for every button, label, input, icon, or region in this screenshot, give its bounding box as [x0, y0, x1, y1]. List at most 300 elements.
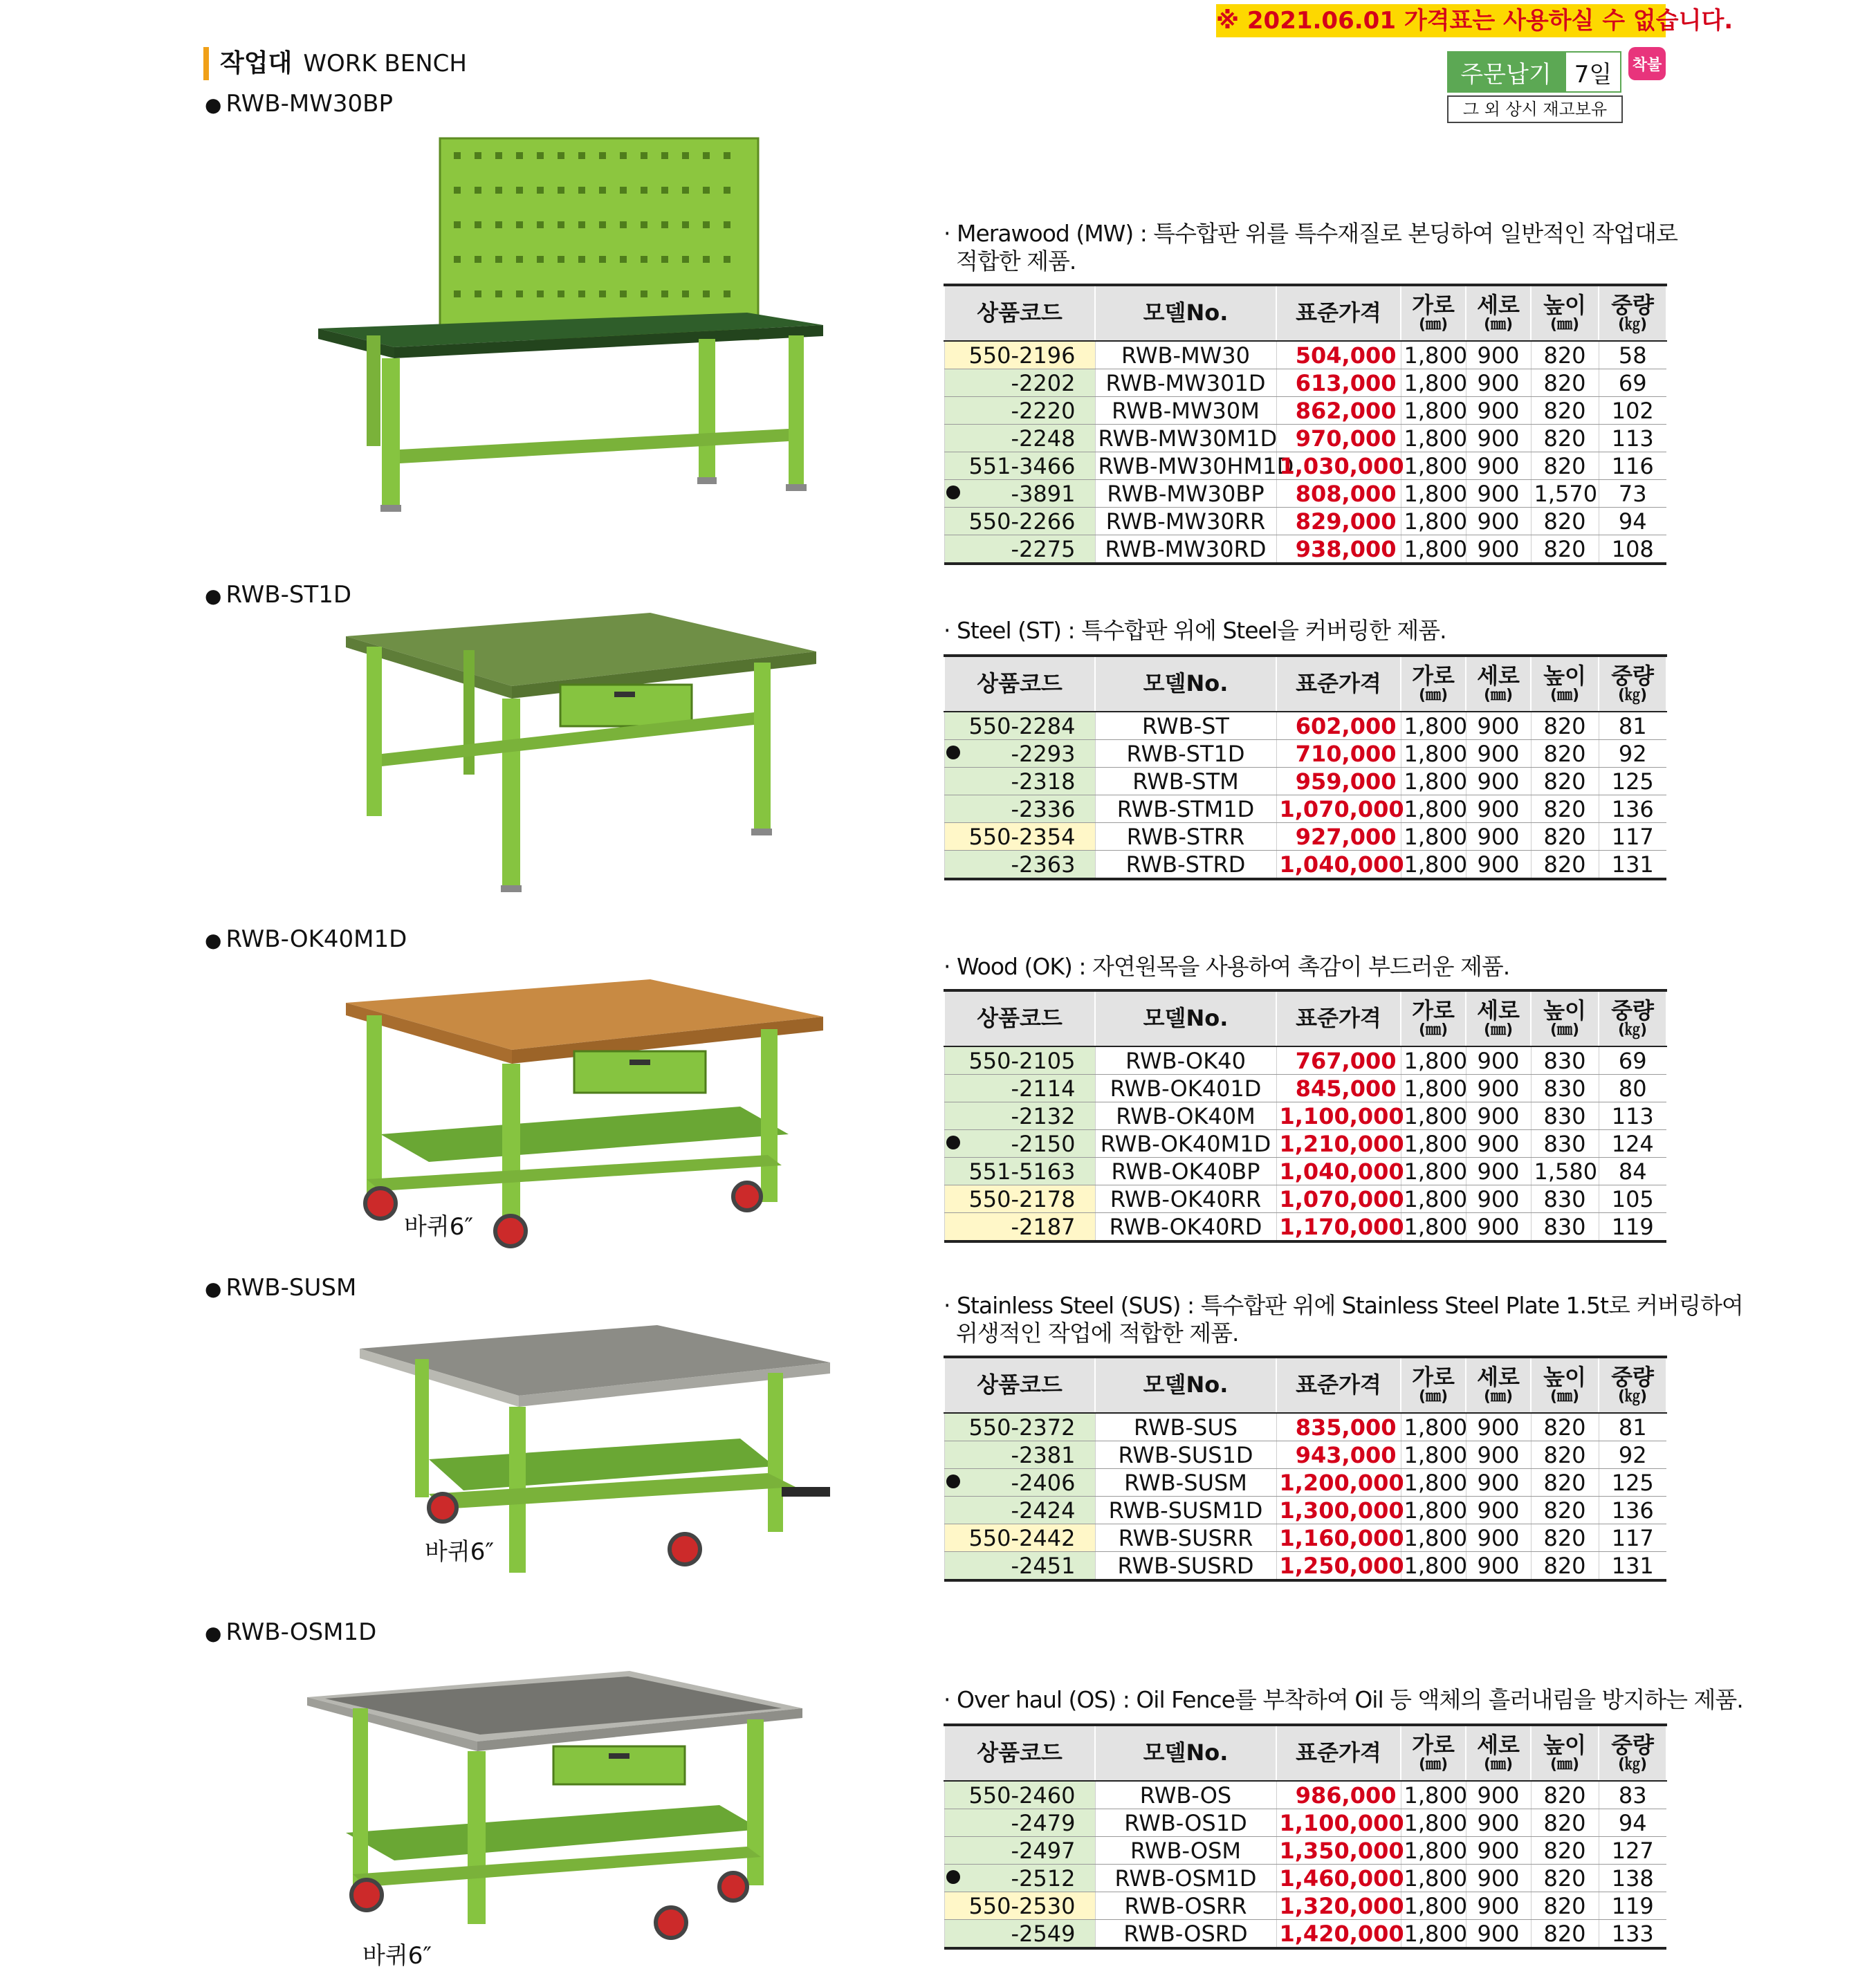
model-no: RWB-SUS1D — [1095, 1441, 1276, 1469]
notice-banner: ※ 2021.06.01 가격표는 사용하실 수 없습니다. — [1216, 4, 1666, 37]
width-mm: 1,800 — [1401, 795, 1466, 823]
header-price: 표준가격 — [1276, 1357, 1401, 1413]
weight-kg: 81 — [1599, 1413, 1666, 1441]
depth-mm: 900 — [1466, 1781, 1531, 1809]
weight-kg: 136 — [1599, 795, 1666, 823]
standard-price: 970,000 — [1276, 425, 1401, 452]
product-label-4: ● RWB-SUSM — [205, 1274, 357, 1302]
depth-mm: 900 — [1466, 712, 1531, 740]
standard-price: 835,000 — [1276, 1413, 1401, 1441]
header-width: 가로 (㎜) — [1401, 285, 1466, 341]
model-no: RWB-ST1D — [1095, 740, 1276, 768]
width-mm: 1,800 — [1401, 1158, 1466, 1185]
header-weight: 중량 (㎏) — [1599, 285, 1666, 341]
depth-mm: 900 — [1466, 480, 1531, 508]
width-mm: 1,800 — [1401, 1441, 1466, 1469]
table-row — [944, 795, 1666, 823]
model-no: RWB-OSRR — [1095, 1892, 1276, 1920]
width-mm: 1,800 — [1401, 535, 1466, 564]
bullet-icon: ● — [205, 1277, 222, 1300]
height-mm: 820 — [1531, 425, 1599, 452]
wheel-label: 바퀴6″ — [404, 1213, 474, 1241]
weight-kg: 83 — [1599, 1781, 1666, 1809]
product-code: -2512 — [944, 1865, 1095, 1892]
product-code: 550-2284 — [944, 712, 1095, 740]
depth-mm: 900 — [1466, 1075, 1531, 1102]
depth-mm: 900 — [1466, 508, 1531, 535]
width-mm: 1,800 — [1401, 452, 1466, 480]
table-row — [944, 1892, 1666, 1920]
width-mm: 1,800 — [1401, 768, 1466, 795]
depth-mm: 900 — [1466, 1837, 1531, 1865]
height-mm: 820 — [1531, 508, 1599, 535]
depth-mm: 900 — [1466, 1102, 1531, 1130]
standard-price: 602,000 — [1276, 712, 1401, 740]
width-mm: 1,800 — [1401, 1920, 1466, 1949]
model-no: RWB-STRD — [1095, 851, 1276, 880]
model-no: RWB-OSRD — [1095, 1920, 1276, 1949]
product-code: -2220 — [944, 397, 1095, 425]
table-row — [944, 1920, 1666, 1949]
depth-mm: 900 — [1466, 1469, 1531, 1497]
table-row — [944, 1130, 1666, 1158]
model-no: RWB-OK40RD — [1095, 1213, 1276, 1242]
header-weight: 중량 (㎏) — [1599, 1725, 1666, 1781]
product-code: 550-2530 — [944, 1892, 1095, 1920]
standard-price: 504,000 — [1276, 341, 1401, 369]
table-row — [944, 1158, 1666, 1185]
header-height: 높이 (㎜) — [1531, 1725, 1599, 1781]
product-code: -2363 — [944, 851, 1095, 880]
product-code: 550-2196 — [944, 341, 1095, 369]
width-mm: 1,800 — [1401, 1552, 1466, 1581]
model-no: RWB-OS — [1095, 1781, 1276, 1809]
height-mm: 820 — [1531, 1781, 1599, 1809]
standard-price: 1,300,000 — [1276, 1497, 1401, 1524]
weight-kg: 131 — [1599, 1552, 1666, 1581]
width-mm: 1,800 — [1401, 1185, 1466, 1213]
standard-price: 938,000 — [1276, 535, 1401, 564]
standard-price: 613,000 — [1276, 369, 1401, 397]
table-row — [944, 1809, 1666, 1837]
header-height: 높이 (㎜) — [1531, 285, 1599, 341]
depth-mm: 900 — [1466, 1213, 1531, 1242]
height-mm: 830 — [1531, 1075, 1599, 1102]
width-mm: 1,800 — [1401, 1413, 1466, 1441]
width-mm: 1,800 — [1401, 740, 1466, 768]
bench-image-st1d — [339, 609, 823, 899]
table-row — [944, 1185, 1666, 1213]
product-code: -2293 — [944, 740, 1095, 768]
standard-price: 1,350,000 — [1276, 1837, 1401, 1865]
product-code: 551-5163 — [944, 1158, 1095, 1185]
model-no: RWB-OS1D — [1095, 1809, 1276, 1837]
depth-mm: 900 — [1466, 1413, 1531, 1441]
depth-mm: 900 — [1466, 823, 1531, 851]
table-row — [944, 1413, 1666, 1441]
weight-kg: 81 — [1599, 712, 1666, 740]
model-no: RWB-OK40RR — [1095, 1185, 1276, 1213]
standard-price: 808,000 — [1276, 480, 1401, 508]
depth-mm: 900 — [1466, 1920, 1531, 1949]
height-mm: 1,570 — [1531, 480, 1599, 508]
depth-mm: 900 — [1466, 740, 1531, 768]
page-title-en: WORK BENCH — [303, 50, 467, 77]
desc-ok: · Wood (OK) : 자연원목을 사용하여 촉감이 부드러운 제품. — [944, 953, 1510, 980]
weight-kg: 117 — [1599, 1524, 1666, 1552]
header-price: 표준가격 — [1276, 656, 1401, 712]
table-row — [944, 1102, 1666, 1130]
model-no: RWB-MW30RR — [1095, 508, 1276, 535]
featured-mark-icon — [946, 1136, 960, 1149]
depth-mm: 900 — [1466, 1892, 1531, 1920]
model-no: RWB-OK40 — [1095, 1046, 1276, 1075]
header-width: 가로 (㎜) — [1401, 1357, 1466, 1413]
weight-kg: 138 — [1599, 1865, 1666, 1892]
model-no: RWB-OSM1D — [1095, 1865, 1276, 1892]
bullet-icon: ● — [205, 929, 222, 952]
standard-price: 829,000 — [1276, 508, 1401, 535]
depth-mm: 900 — [1466, 425, 1531, 452]
table-header-row — [944, 1725, 1666, 1781]
weight-kg: 108 — [1599, 535, 1666, 564]
standard-price: 767,000 — [1276, 1046, 1401, 1075]
title-accent-bar — [203, 47, 209, 80]
desc-sus: · Stainless Steel (SUS) : 특수합판 위에 Stainless Steel Plate 1.5t로 커버링하여 위생적인 작업에 적합한 제품. — [944, 1292, 1743, 1347]
height-mm: 820 — [1531, 1865, 1599, 1892]
page-title — [220, 44, 467, 83]
table-row — [944, 851, 1666, 880]
table-header-row — [944, 285, 1666, 341]
depth-mm: 900 — [1466, 341, 1531, 369]
header-height: 높이 (㎜) — [1531, 1357, 1599, 1413]
table-row — [944, 1213, 1666, 1242]
standard-price: 1,070,000 — [1276, 795, 1401, 823]
weight-kg: 119 — [1599, 1892, 1666, 1920]
standard-price: 1,040,000 — [1276, 851, 1401, 880]
spec-table-ok — [944, 989, 1667, 1243]
model-no: RWB-SUS — [1095, 1413, 1276, 1441]
depth-mm: 900 — [1466, 1185, 1531, 1213]
width-mm: 1,800 — [1401, 1213, 1466, 1242]
height-mm: 820 — [1531, 1469, 1599, 1497]
width-mm: 1,800 — [1401, 1102, 1466, 1130]
width-mm: 1,800 — [1401, 425, 1466, 452]
weight-kg: 58 — [1599, 341, 1666, 369]
height-mm: 1,580 — [1531, 1158, 1599, 1185]
cod-badge: 착불 — [1628, 47, 1666, 80]
standard-price: 1,250,000 — [1276, 1552, 1401, 1581]
product-code: -2497 — [944, 1837, 1095, 1865]
header-code: 상품코드 — [944, 1357, 1095, 1413]
width-mm: 1,800 — [1401, 341, 1466, 369]
stock-note: 그 외 상시 재고보유 — [1447, 95, 1623, 123]
product-code: -2150 — [944, 1130, 1095, 1158]
featured-mark-icon — [946, 1870, 960, 1884]
header-width: 가로 (㎜) — [1401, 1725, 1466, 1781]
weight-kg: 113 — [1599, 1102, 1666, 1130]
header-depth: 세로 (㎜) — [1466, 656, 1531, 712]
weight-kg: 73 — [1599, 480, 1666, 508]
bullet-icon: ● — [205, 1622, 222, 1645]
product-code: -2275 — [944, 535, 1095, 564]
header-code: 상품코드 — [944, 1725, 1095, 1781]
model-no: RWB-MW30M — [1095, 397, 1276, 425]
weight-kg: 113 — [1599, 425, 1666, 452]
model-no: RWB-STM1D — [1095, 795, 1276, 823]
spec-table-os — [944, 1723, 1667, 1950]
width-mm: 1,800 — [1401, 1497, 1466, 1524]
product-code: -2549 — [944, 1920, 1095, 1949]
weight-kg: 92 — [1599, 740, 1666, 768]
featured-mark-icon — [946, 486, 960, 499]
weight-kg: 84 — [1599, 1158, 1666, 1185]
table-row — [944, 397, 1666, 425]
height-mm: 830 — [1531, 1185, 1599, 1213]
header-model: 모델No. — [1095, 1357, 1276, 1413]
depth-mm: 900 — [1466, 397, 1531, 425]
depth-mm: 900 — [1466, 1158, 1531, 1185]
depth-mm: 900 — [1466, 1552, 1531, 1581]
height-mm: 820 — [1531, 1552, 1599, 1581]
width-mm: 1,800 — [1401, 480, 1466, 508]
header-model: 모델No. — [1095, 656, 1276, 712]
width-mm: 1,800 — [1401, 1469, 1466, 1497]
weight-kg: 94 — [1599, 1809, 1666, 1837]
product-code: -2479 — [944, 1809, 1095, 1837]
weight-kg: 127 — [1599, 1837, 1666, 1865]
table-row — [944, 712, 1666, 740]
table-row — [944, 508, 1666, 535]
product-code: -2187 — [944, 1213, 1095, 1242]
header-height: 높이 (㎜) — [1531, 656, 1599, 712]
height-mm: 820 — [1531, 823, 1599, 851]
table-row — [944, 452, 1666, 480]
product-code: -2202 — [944, 369, 1095, 397]
height-mm: 820 — [1531, 1837, 1599, 1865]
product-label-1: ● RWB-MW30BP — [205, 90, 393, 118]
height-mm: 820 — [1531, 740, 1599, 768]
width-mm: 1,800 — [1401, 823, 1466, 851]
delivery-box — [1447, 51, 1621, 93]
product-label-5: ● RWB-OSM1D — [205, 1618, 377, 1646]
height-mm: 820 — [1531, 1441, 1599, 1469]
bench-image-osm1d — [304, 1667, 844, 1957]
width-mm: 1,800 — [1401, 1130, 1466, 1158]
product-code: -2318 — [944, 768, 1095, 795]
standard-price: 1,320,000 — [1276, 1892, 1401, 1920]
table-row — [944, 768, 1666, 795]
page-title-ko: 작업대 — [220, 49, 293, 77]
weight-kg: 69 — [1599, 369, 1666, 397]
table-row — [944, 369, 1666, 397]
width-mm: 1,800 — [1401, 1781, 1466, 1809]
table-row — [944, 341, 1666, 369]
height-mm: 820 — [1531, 1920, 1599, 1949]
delivery-value: 7일 — [1565, 51, 1621, 93]
product-code: -2424 — [944, 1497, 1095, 1524]
weight-kg: 116 — [1599, 452, 1666, 480]
weight-kg: 69 — [1599, 1046, 1666, 1075]
width-mm: 1,800 — [1401, 508, 1466, 535]
weight-kg: 133 — [1599, 1920, 1666, 1949]
height-mm: 820 — [1531, 1497, 1599, 1524]
model-no: RWB-OK40M — [1095, 1102, 1276, 1130]
model-no: RWB-OK401D — [1095, 1075, 1276, 1102]
product-code: -3891 — [944, 480, 1095, 508]
model-no: RWB-MW30RD — [1095, 535, 1276, 564]
header-model: 모델No. — [1095, 990, 1276, 1046]
header-price: 표준가격 — [1276, 285, 1401, 341]
header-model: 모델No. — [1095, 1725, 1276, 1781]
bench-image-mw30bp — [291, 131, 830, 546]
weight-kg: 125 — [1599, 1469, 1666, 1497]
height-mm: 820 — [1531, 397, 1599, 425]
standard-price: 1,100,000 — [1276, 1102, 1401, 1130]
standard-price: 1,040,000 — [1276, 1158, 1401, 1185]
weight-kg: 131 — [1599, 851, 1666, 880]
width-mm: 1,800 — [1401, 851, 1466, 880]
standard-price: 927,000 — [1276, 823, 1401, 851]
weight-kg: 119 — [1599, 1213, 1666, 1242]
height-mm: 830 — [1531, 1130, 1599, 1158]
model-no: RWB-MW30M1D — [1095, 425, 1276, 452]
height-mm: 820 — [1531, 535, 1599, 564]
depth-mm: 900 — [1466, 1046, 1531, 1075]
width-mm: 1,800 — [1401, 1892, 1466, 1920]
table-row — [944, 1781, 1666, 1809]
header-depth: 세로 (㎜) — [1466, 1725, 1531, 1781]
product-code: 550-2460 — [944, 1781, 1095, 1809]
standard-price: 1,460,000 — [1276, 1865, 1401, 1892]
standard-price: 1,210,000 — [1276, 1130, 1401, 1158]
header-code: 상품코드 — [944, 656, 1095, 712]
header-code: 상품코드 — [944, 285, 1095, 341]
height-mm: 820 — [1531, 452, 1599, 480]
header-depth: 세로 (㎜) — [1466, 285, 1531, 341]
header-weight: 중량 (㎏) — [1599, 1357, 1666, 1413]
height-mm: 830 — [1531, 1102, 1599, 1130]
standard-price: 1,160,000 — [1276, 1524, 1401, 1552]
depth-mm: 900 — [1466, 1524, 1531, 1552]
table-row — [944, 1865, 1666, 1892]
product-code: -2451 — [944, 1552, 1095, 1581]
height-mm: 820 — [1531, 341, 1599, 369]
table-row — [944, 1552, 1666, 1581]
standard-price: 845,000 — [1276, 1075, 1401, 1102]
height-mm: 820 — [1531, 712, 1599, 740]
model-no: RWB-MW30BP — [1095, 480, 1276, 508]
table-row — [944, 740, 1666, 768]
table-row — [944, 1441, 1666, 1469]
weight-kg: 94 — [1599, 508, 1666, 535]
standard-price: 1,170,000 — [1276, 1213, 1401, 1242]
standard-price: 862,000 — [1276, 397, 1401, 425]
header-width: 가로 (㎜) — [1401, 990, 1466, 1046]
table-row — [944, 480, 1666, 508]
weight-kg: 117 — [1599, 823, 1666, 851]
weight-kg: 136 — [1599, 1497, 1666, 1524]
weight-kg: 92 — [1599, 1441, 1666, 1469]
width-mm: 1,800 — [1401, 1524, 1466, 1552]
width-mm: 1,800 — [1401, 1046, 1466, 1075]
standard-price: 1,100,000 — [1276, 1809, 1401, 1837]
standard-price: 1,420,000 — [1276, 1920, 1401, 1949]
standard-price: 943,000 — [1276, 1441, 1401, 1469]
depth-mm: 900 — [1466, 1865, 1531, 1892]
standard-price: 986,000 — [1276, 1781, 1401, 1809]
header-price: 표준가격 — [1276, 990, 1401, 1046]
weight-kg: 102 — [1599, 397, 1666, 425]
weight-kg: 80 — [1599, 1075, 1666, 1102]
height-mm: 820 — [1531, 851, 1599, 880]
desc-os: · Over haul (OS) : Oil Fence를 부착하여 Oil 등 액체의 흘러내림을 방지하는 제품. — [944, 1686, 1743, 1713]
product-code: 550-2442 — [944, 1524, 1095, 1552]
product-label-3: ● RWB-OK40M1D — [205, 925, 407, 953]
model-no: RWB-MW30 — [1095, 341, 1276, 369]
depth-mm: 900 — [1466, 851, 1531, 880]
table-row — [944, 1524, 1666, 1552]
depth-mm: 900 — [1466, 535, 1531, 564]
table-row — [944, 823, 1666, 851]
product-code: -2248 — [944, 425, 1095, 452]
depth-mm: 900 — [1466, 1809, 1531, 1837]
product-code: 550-2105 — [944, 1046, 1095, 1075]
model-no: RWB-ST — [1095, 712, 1276, 740]
table-row — [944, 1497, 1666, 1524]
depth-mm: 900 — [1466, 768, 1531, 795]
product-code: 550-2178 — [944, 1185, 1095, 1213]
header-depth: 세로 (㎜) — [1466, 990, 1531, 1046]
height-mm: 830 — [1531, 1213, 1599, 1242]
width-mm: 1,800 — [1401, 1809, 1466, 1837]
width-mm: 1,800 — [1401, 1865, 1466, 1892]
header-weight: 중량 (㎏) — [1599, 990, 1666, 1046]
product-code: -2381 — [944, 1441, 1095, 1469]
height-mm: 830 — [1531, 1046, 1599, 1075]
table-row — [944, 425, 1666, 452]
model-no: RWB-SUSM1D — [1095, 1497, 1276, 1524]
product-label-2: ● RWB-ST1D — [205, 581, 352, 609]
depth-mm: 900 — [1466, 452, 1531, 480]
height-mm: 820 — [1531, 1524, 1599, 1552]
weight-kg: 125 — [1599, 768, 1666, 795]
table-row — [944, 1046, 1666, 1075]
product-code: -2406 — [944, 1469, 1095, 1497]
product-code: 551-3466 — [944, 452, 1095, 480]
depth-mm: 900 — [1466, 1441, 1531, 1469]
model-no: RWB-SUSRR — [1095, 1524, 1276, 1552]
product-code: 550-2266 — [944, 508, 1095, 535]
bullet-icon: ● — [205, 93, 222, 116]
height-mm: 820 — [1531, 1413, 1599, 1441]
width-mm: 1,800 — [1401, 1075, 1466, 1102]
model-no: RWB-STRR — [1095, 823, 1276, 851]
model-no: RWB-MW30HM1D — [1095, 452, 1276, 480]
weight-kg: 124 — [1599, 1130, 1666, 1158]
product-code: 550-2354 — [944, 823, 1095, 851]
product-code: -2114 — [944, 1075, 1095, 1102]
table-row — [944, 535, 1666, 564]
table-header-row — [944, 656, 1666, 712]
model-no: RWB-OSM — [1095, 1837, 1276, 1865]
height-mm: 820 — [1531, 369, 1599, 397]
depth-mm: 900 — [1466, 795, 1531, 823]
wheel-label: 바퀴6″ — [425, 1538, 495, 1566]
model-no: RWB-OK40BP — [1095, 1158, 1276, 1185]
standard-price: 1,200,000 — [1276, 1469, 1401, 1497]
width-mm: 1,800 — [1401, 397, 1466, 425]
